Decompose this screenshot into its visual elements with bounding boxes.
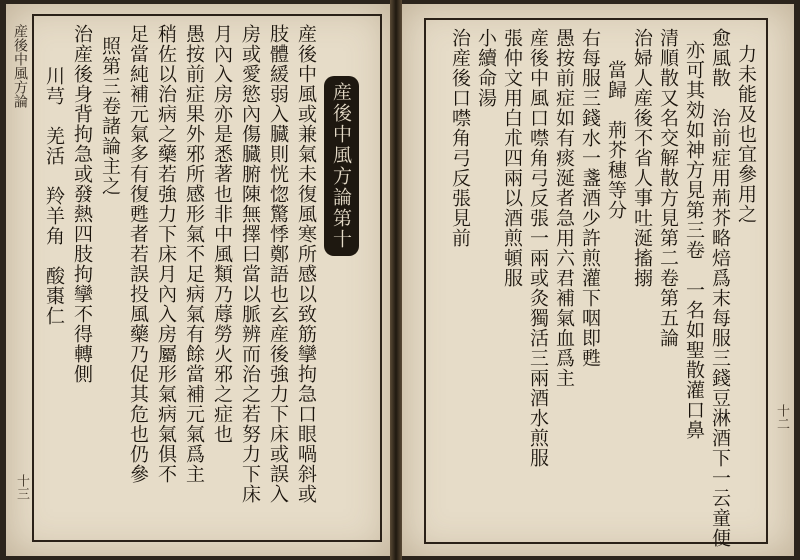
right-column-7: 右每服三錢水一盞酒少許煎灌下咽即甦 bbox=[579, 28, 601, 368]
left-folio: 十三 bbox=[14, 474, 29, 500]
left-column-5: 愚按前症果外邪所感形氣不足病氣有餘當補元氣爲主 bbox=[183, 24, 205, 484]
right-column-11: 小續命湯 bbox=[475, 28, 497, 108]
right-column-2: 愈風散 治前症用荊芥略焙爲末每服三錢豆淋酒下一云童便 bbox=[709, 28, 731, 548]
left-column-3: 房或愛慾內傷臓腑陳無擇曰當以脈辨而治之若努力下床 bbox=[239, 24, 261, 504]
right-column-1: 力未能及也宜參用之 bbox=[735, 44, 757, 224]
right-page bbox=[402, 4, 794, 556]
left-column-6: 稍佐以治病之藥若強力下床月內入房屬形氣病氣俱不 bbox=[155, 24, 177, 484]
left-page bbox=[6, 4, 390, 556]
left-column-9: 治産後身背拘急或發熱四肢拘攣不得轉側 bbox=[71, 24, 93, 384]
right-folio: 十二 bbox=[774, 404, 789, 430]
right-column-9: 産後中風口噤角弓反張一兩或灸獨活三兩酒水煎服 bbox=[527, 28, 549, 468]
left-column-2: 肢體緩弱入臓則恍惚驚悸鄭語也玄産後強力下床或誤入 bbox=[267, 24, 289, 504]
right-column-8: 愚按前症如有痰涎者急用六君補氣血爲主 bbox=[553, 28, 575, 388]
left-margin-title: 産後中風方論 bbox=[12, 24, 28, 108]
left-column-1: 産後中風或兼氣未復風寒所感以致筋攣拘急口眼喎斜或 bbox=[295, 24, 317, 504]
chapter-cartouche: 産後中風方論第十 bbox=[324, 76, 359, 256]
left-column-10: 川芎 羌活 羚羊角 酸棗仁 bbox=[43, 66, 65, 326]
right-text-frame bbox=[424, 18, 768, 548]
right-column-10: 張仲文用白朮四兩以酒煎頓服 bbox=[501, 28, 523, 288]
left-column-4: 月內入房亦是悉著也非中風類乃蓐勞火邪之症也 bbox=[211, 24, 233, 444]
right-column-4: 清順散又名交解散方見第二卷第五論 bbox=[657, 28, 679, 348]
right-column-6: 當歸 荊芥穗等分 bbox=[605, 60, 627, 220]
left-column-8: 照第三卷諸論主之 bbox=[99, 36, 121, 196]
right-column-5: 治婦人産後不省人事吐涎搐搦 bbox=[631, 28, 653, 288]
right-column-3: 亦可其効如神方見第三卷 一名如聖散灌口鼻 bbox=[683, 40, 705, 440]
left-text-frame bbox=[32, 14, 382, 542]
left-column-7: 足當純補元氣多有復甦者若誤投風藥乃促其危也仍參 bbox=[127, 24, 149, 484]
right-column-12: 治産後口噤角弓反張見前 bbox=[449, 28, 471, 248]
book-gutter bbox=[390, 0, 402, 560]
